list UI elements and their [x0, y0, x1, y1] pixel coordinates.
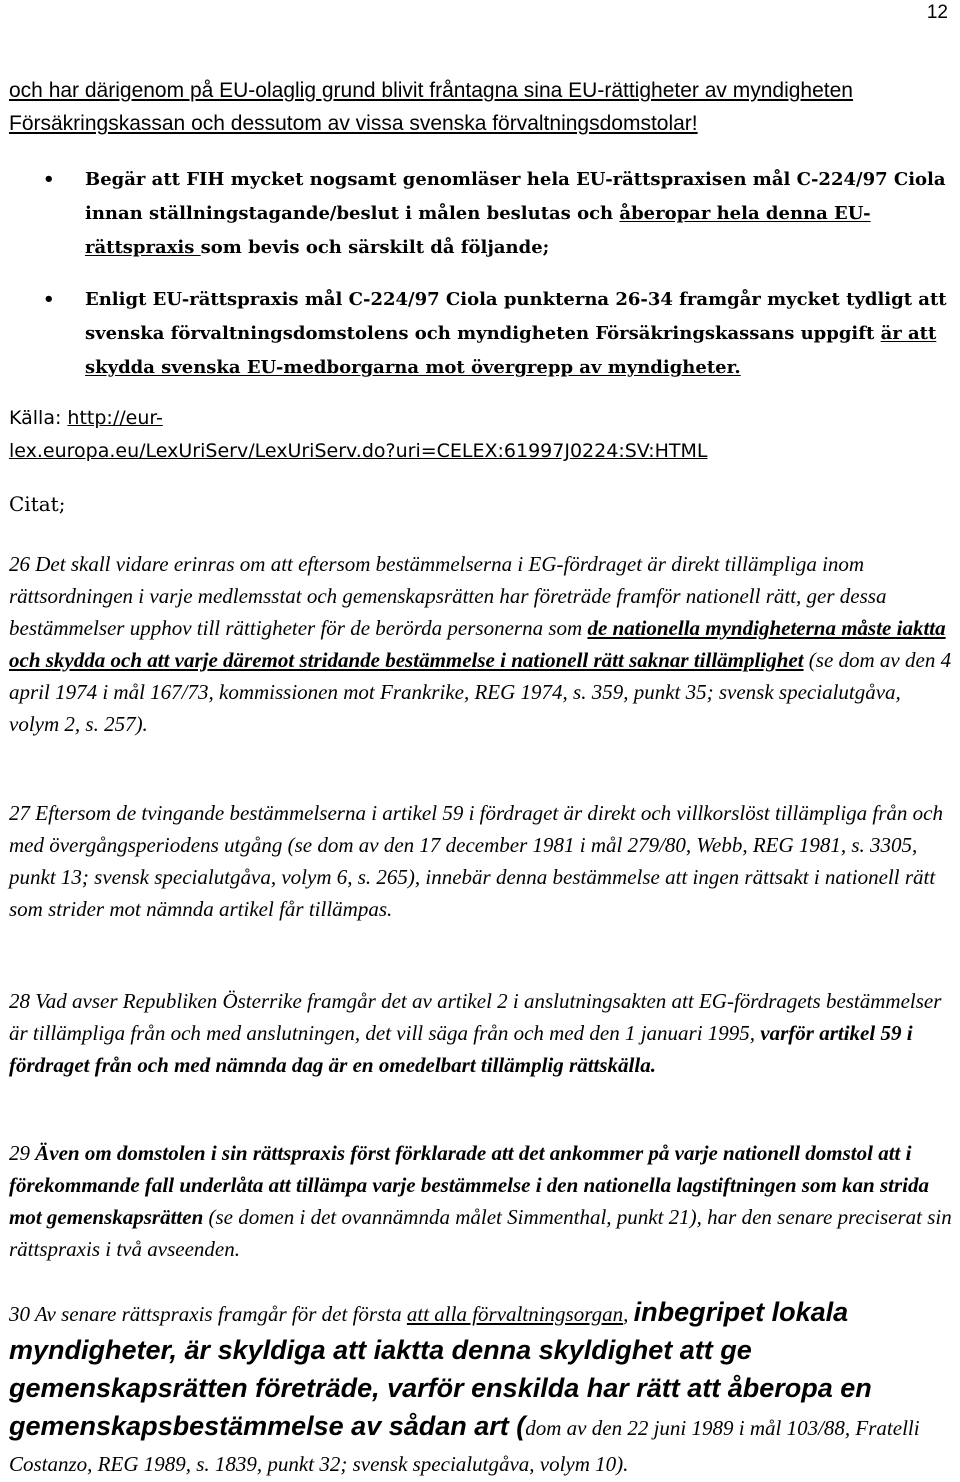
bullet1-underlined: åberopar hela denna EU-rättspraxis	[85, 203, 871, 258]
bullet-icon: •	[43, 169, 55, 190]
para29-number: 29	[9, 1141, 36, 1165]
page-number: 12	[926, 2, 948, 23]
para30-text-a: 30 Av senare rättspraxis framgår för det första	[9, 1302, 407, 1326]
quote-paragraph-27	[9, 797, 954, 925]
source-label: Källa:	[9, 407, 68, 429]
para30-emphasis: inbegripet lokala myndigheter, är skyldiga att iaktta denna skyldighet att ge gemenskapsrätten företräde, varför enskilda har rätt att åberopa en gemenskapsbestämmelse av sådan art (	[9, 1297, 872, 1441]
para30-text-b: dom av den 22 juni 1989 i mål 103/88, Fratelli Costanzo, REG 1989, s. 1839, punkt 32; svensk specialutgåva, volym 10).	[9, 1416, 920, 1476]
bullet-icon: •	[43, 289, 55, 310]
bullet-list-1	[0, 163, 950, 265]
para26-text-a: 26 Det skall vidare erinras om att eftersom bestämmelserna i EG-fördraget är direkt tillämpliga inom rättsordningen i varje medlemsstat och gemenskapsrätten har företräde framför nationell rätt, ger dessa bestämmelser upphov till rättigheter för de berörda personerna som	[9, 552, 887, 640]
para30-comma: ,	[623, 1302, 634, 1326]
bullet-item-enligt	[0, 283, 950, 385]
source-url-part-1[interactable]: http://eur-	[67, 407, 163, 429]
source-url-part-2[interactable]: lex.europa.eu/LexUriServ/LexUriServ.do?uri=CELEX:61997J0224:SV:HTML	[9, 440, 708, 462]
bullet1-text-a: Begär att FIH mycket nogsamt genomläser hela EU-rättspraxisen mål C-224/97 Ciola innan ställningstagande/beslut i målen beslutas och	[85, 169, 946, 224]
bullet-item-begar	[0, 163, 950, 265]
intro-line-2: Försäkringskassan och dessutom av vissa svenska förvaltningsdomstolar!	[9, 112, 698, 135]
source-link[interactable]	[9, 407, 708, 462]
bullet-list-2	[0, 283, 950, 385]
para26-emphasis: de nationella myndigheterna måste iaktta och skydda och att varje däremot stridande bestämmelse i nationell rätt saknar tillämplighet	[9, 616, 946, 672]
quote-paragraph-30	[9, 1294, 954, 1482]
quote-paragraph-26	[9, 548, 954, 740]
quote-paragraph-28	[9, 985, 954, 1081]
bullet1-text-b: som bevis och särskilt då följande;	[200, 237, 550, 258]
para30-underlined: att alla förvaltningsorgan	[406, 1302, 624, 1326]
para28-emphasis: varför artikel 59 i fördraget från och med nämnda dag är en omedelbart tillämplig rättskälla.	[9, 1021, 913, 1077]
intro-line-1: och har därigenom på EU-olaglig grund blivit fråntagna sina EU-rättigheter av myndigheten	[9, 79, 853, 102]
citat-label: Citat;	[9, 492, 66, 516]
quote-paragraph-29	[9, 1137, 954, 1265]
para29-text-b: (se domen i det ovannämnda målet Simmenthal, punkt 21), har den senare preciserat sin rättspraxis i två avseenden.	[9, 1205, 952, 1261]
intro-paragraph	[9, 74, 944, 140]
para29-emphasis: Även om domstolen i sin rättspraxis först förklarade att det ankommer på varje nationell domstol att i förekommande fall underlåta att tillämpa varje bestämmelse i den nationella lagstiftningen som kan strida mot gemenskapsrätten	[9, 1141, 929, 1229]
bullet2-text-a: Enligt EU-rättspraxis mål C-224/97 Ciola punkterna 26-34 framgår mycket tydligt att svenska förvaltningsdomstolens och myndigheten Försäkringskassans uppgift	[85, 289, 947, 344]
para28-text-a: 28 Vad avser Republiken Österrike framgår det av artikel 2 i anslutningsakten att EG-fördragets bestämmelser är tillämpliga från och med anslutningen, det vill säga från och med den 1 januari 1995,	[9, 989, 942, 1045]
para27-text: 27 Eftersom de tvingande bestämmelserna i artikel 59 i fördraget är direkt och villkorslöst tillämpliga från och med övergångsperiodens utgång (se dom av den 17 december 1981 i mål 279/80, Webb, REG 1981, s. 3305, punkt 13; svensk specialutgåva, volym 6, s. 265), innebär denna bestämmelse att ingen rättsakt i nationell rätt som strider mot nämnda artikel får tillämpas.	[9, 801, 944, 921]
para26-text-b: (se dom av den 4 april 1974 i mål 167/73, kommissionen mot Frankrike, REG 1974, s. 359, punkt 35; svensk specialutgåva, volym 2, s. 257).	[9, 648, 952, 736]
source-reference	[9, 402, 909, 468]
bullet2-underlined: är att skydda svenska EU-medborgarna mot övergrepp av myndigheter.	[85, 323, 937, 378]
